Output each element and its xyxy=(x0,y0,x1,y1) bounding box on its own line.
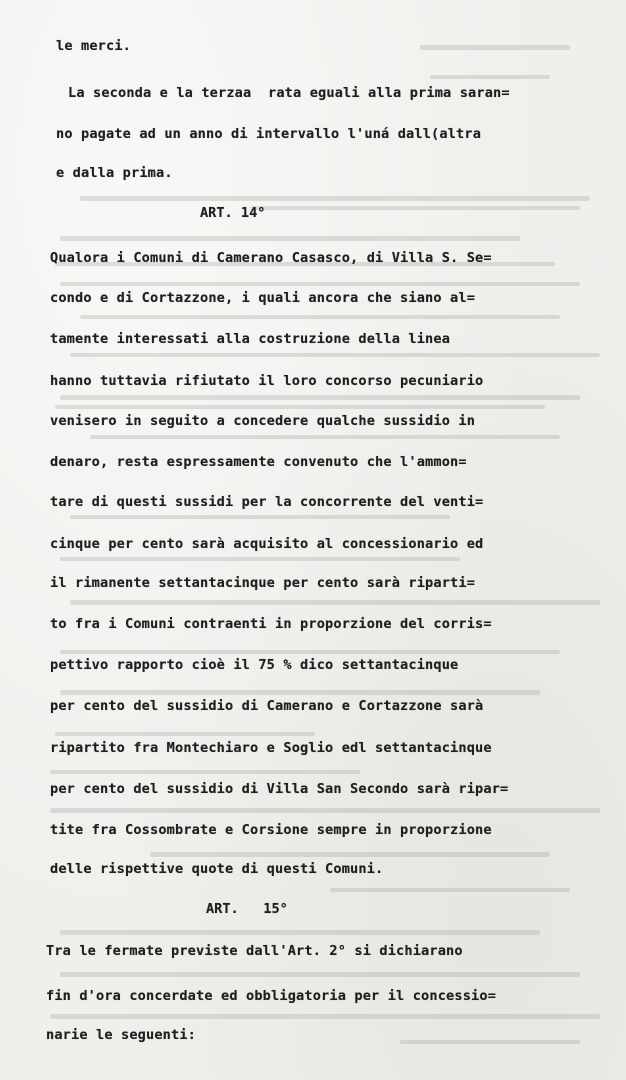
text-line: hanno tuttavia rifiutato il loro concorso pecuniario xyxy=(50,373,484,389)
text-line: tamente interessati alla costruzione della linea xyxy=(50,331,451,347)
text-line: narie le seguenti: xyxy=(46,1027,197,1043)
article-heading: ART. 14° xyxy=(200,205,266,221)
text-line: to fra i Comuni contraenti in proporzione del corris= xyxy=(50,616,492,632)
text-line: denaro, resta espressamente convenuto che l'ammon= xyxy=(50,454,467,470)
text-line: La seconda e la terzaa rata eguali alla prima saran= xyxy=(68,85,510,101)
text-line: venisero in seguito a concedere qualche sussidio in xyxy=(50,413,476,429)
text-line: no pagate ad un anno di intervallo l'uná dall(altra xyxy=(56,126,482,142)
text-line: Tra le fermate previste dall'Art. 2° si dichiarano xyxy=(46,943,463,959)
text-line: per cento del sussidio di Camerano e Cortazzone sarà xyxy=(50,698,484,714)
text-line: il rimanente settantacinque per cento sarà riparti= xyxy=(50,575,476,591)
article-heading: ART. 15° xyxy=(206,901,288,917)
text-line: pettivo rapporto cioè il 75 % dico settantacinque xyxy=(50,657,459,673)
text-line: e dalla prima. xyxy=(56,165,173,181)
text-line: tare di questi sussidi per la concorrente del venti= xyxy=(50,494,484,510)
text-line: tite fra Cossombrate e Corsione sempre in proporzione xyxy=(50,822,492,838)
text-line: ripartito fra Montechiaro e Soglio edl settantacinque xyxy=(50,740,492,756)
text-line: delle rispettive quote di questi Comuni. xyxy=(50,861,384,877)
text-line: condo e di Cortazzone, i quali ancora che siano al= xyxy=(50,290,476,306)
text-line: le merci. xyxy=(56,38,132,54)
text-line: fin d'ora concerdate ed obbligatoria per il concessio= xyxy=(46,988,497,1004)
text-line: per cento del sussidio di Villa San Secondo sarà ripar= xyxy=(50,781,509,797)
text-line: cinque per cento sarà acquisito al concessionario ed xyxy=(50,536,484,552)
text-line: Qualora i Comuni di Camerano Casasco, di Villa S. Se= xyxy=(50,250,492,266)
